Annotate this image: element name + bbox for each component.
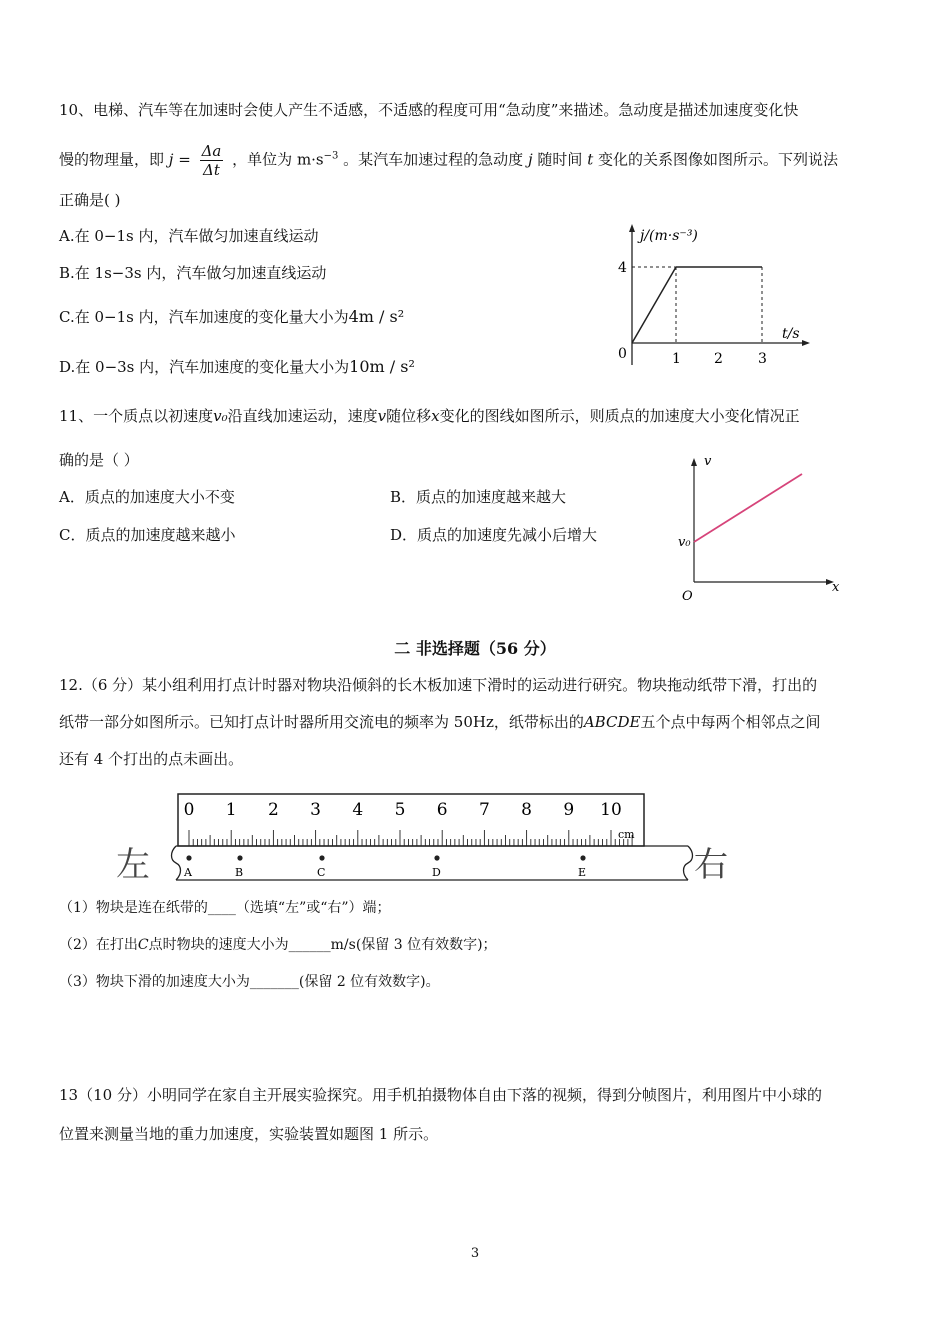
ruler-number: 8 (521, 800, 533, 820)
q12-point-b-label: B (235, 866, 244, 879)
ruler-number: 10 (600, 800, 622, 820)
q10-option-c[interactable] (59, 307, 404, 327)
ruler-number: 1 (225, 800, 237, 820)
ruler-number: 2 (267, 800, 279, 820)
q10-option-c-text: C.在 0−1s 内，汽车加速度的变化量大小为 (59, 308, 349, 326)
q12-points-label: ABCDE (583, 713, 641, 731)
q11-graph-v0-label: v₀ (678, 535, 691, 550)
q11-var-x: x (431, 407, 440, 425)
q10-graph-origin: 0 (618, 346, 627, 362)
q12-sub2-text-b: 点时物块的速度大小为______m/s(保留 3 位有效数字)； (148, 937, 497, 953)
q10-option-d-value: 10m / s² (349, 357, 415, 376)
q11-stem-line1 (59, 406, 800, 426)
ruler-number: 0 (183, 800, 195, 820)
q11-vx-graph (670, 450, 850, 606)
q10-option-a-text: A.在 0−1s 内，汽车做匀加速直线运动 (59, 227, 319, 245)
q10-graph-ramp-line (632, 267, 676, 343)
q12-point-e-dot (580, 855, 585, 860)
q11-graph-origin: O (682, 589, 693, 604)
q12-stem-line2 (59, 712, 820, 732)
q11-stem-text-b: 沿直线加速运动，速度 (227, 407, 378, 425)
q11-stem-text-c: 随位移 (386, 407, 432, 425)
q11-option-b[interactable]: B．质点的加速度越来越大 (390, 488, 567, 506)
ruler-number: 9 (563, 800, 575, 820)
ruler-number: 4 (352, 800, 364, 820)
q10-stem-text-a: 慢的物理量，即 (59, 150, 165, 169)
q11-option-d[interactable]: D．质点的加速度先减小后增大 (390, 526, 598, 544)
q10-stem-line1: 10、电梯、汽车等在加速时会使人产生不适感，不适感的程度可用“急动度”来描述。急动度是描述加速度变化快 (59, 101, 799, 119)
q10-option-d[interactable] (59, 357, 415, 377)
q10-graph-y-arrow (629, 224, 635, 232)
ruler-number: 6 (436, 800, 448, 820)
q10-graph-ylabel: j/(m·s⁻³) (640, 228, 698, 244)
q10-stem-text-b: ，单位为 (232, 150, 293, 169)
q12-point-c-label: C (317, 866, 326, 879)
q11-graph-y-arrow (691, 458, 697, 466)
q12-tape-left-label: 左 (116, 845, 150, 885)
ruler-number: 5 (394, 800, 406, 820)
q12-stem-text-a: 纸带一部分如图所示。已知打点计时器所用交流电的频率为 50Hz，纸带标出的 (59, 713, 584, 731)
q10-stem-text-d: 随时间 (537, 150, 583, 169)
q10-stem-line2 (59, 142, 838, 179)
q12-sub2-point-c: C (137, 937, 149, 953)
q10-option-c-value: 4m / s² (348, 307, 405, 326)
q12-tape-left-curl (172, 846, 181, 880)
q11-graph-xlabel: x (832, 580, 840, 595)
q10-option-a[interactable] (59, 226, 319, 246)
q11-stem-line2: 确的是（ ） (59, 451, 139, 469)
q12-point-e-label: E (578, 866, 587, 879)
q12-sub1: （1）物块是连在纸带的____（选填“左”或“右”）端； (59, 900, 391, 916)
q10-stem-text-e: 变化的关系图像如图所示。下列说法 (598, 150, 839, 169)
ruler-number: 7 (478, 800, 490, 820)
q12-stem-line3: 还有 4 个打出的点未画出。 (59, 750, 244, 768)
q10-formula-j: j = (168, 150, 191, 169)
page-number: 3 (470, 1246, 480, 1261)
q10-graph-ytick-4: 4 (618, 260, 627, 276)
q12-stem-text-b: 五个点中每两个相邻点之间 (640, 713, 821, 731)
q10-stem-text-c: 。某汽车加速过程的急动度 (343, 150, 524, 169)
q12-tape-right-label: 右 (694, 845, 728, 885)
q12-point-a-label: A (184, 866, 192, 879)
q11-option-a[interactable]: A．质点的加速度大小不变 (59, 488, 235, 506)
q12-ruler-tape-figure (110, 790, 740, 886)
q12-ruler-unit: cm (618, 828, 635, 841)
q10-frac-numerator: Δa (201, 142, 222, 160)
section-title: 二 非选择题（56 分） (394, 639, 556, 658)
q11-var-v: v (377, 407, 387, 425)
q11-stem-text-d: 变化的图线如图所示，则质点的加速度大小变化情况正 (439, 407, 800, 425)
q12-sub3: （3）物块下滑的加速度大小为_______(保留 2 位有效数字)。 (59, 974, 440, 990)
q10-option-b-text: B.在 1s−3s 内，汽车做匀加速直线运动 (59, 264, 327, 282)
q12-stem-line1: 12.（6 分）某小组利用打点计时器对物块沿倾斜的长木板加速下滑时的运动进行研究。物块拖动纸带下滑，打出的 (59, 676, 818, 694)
q10-frac-denominator: Δt (203, 161, 220, 179)
q10-graph-xtick-1: 1 (672, 351, 681, 367)
q10-graph-x-arrow (802, 340, 810, 346)
q10-jt-graph (610, 220, 810, 370)
q10-graph-xtick-3: 3 (758, 351, 767, 367)
q10-option-d-text: D.在 0−3s 内，汽车加速度的变化量大小为 (59, 358, 350, 376)
q10-option-b[interactable] (59, 263, 326, 283)
q10-unit-exponent: −3 (323, 150, 339, 162)
q10-stem-line3: 正确是( ) (59, 191, 121, 209)
q12-point-d-dot (434, 855, 439, 860)
q11-graph-velocity-line (694, 474, 802, 542)
q12-point-c-dot (319, 855, 324, 860)
q13-stem-line1: 13（10 分）小明同学在家自主开展实验探究。用手机拍摄物体自由下落的视频，得到分帧图片，利用图片中小球的 (59, 1086, 822, 1104)
q11-option-c[interactable]: C．质点的加速度越来越小 (59, 526, 236, 544)
q12-tape-right-curl (684, 846, 693, 880)
q10-var-j: j (527, 150, 533, 169)
q11-var-v0: v₀ (213, 407, 228, 425)
q10-formula-fraction (200, 142, 224, 179)
ruler-number: 3 (310, 800, 322, 820)
q11-graph-ylabel: v (704, 454, 712, 469)
q10-var-t: t (587, 150, 594, 169)
q12-point-b-dot (237, 855, 242, 860)
q10-unit: m·s (296, 150, 324, 169)
q12-sub2-text-a: （2）在打出 (59, 937, 138, 953)
q12-point-d-label: D (432, 866, 441, 879)
q12-point-a-dot (186, 855, 191, 860)
q10-graph-xtick-2: 2 (714, 351, 723, 367)
q13-stem-line2: 位置来测量当地的重力加速度，实验装置如题图 1 所示。 (59, 1125, 439, 1143)
q12-sub2 (59, 935, 497, 955)
q10-graph-xlabel: t/s (782, 326, 800, 342)
q11-stem-text-a: 11、一个质点以初速度 (59, 407, 214, 425)
